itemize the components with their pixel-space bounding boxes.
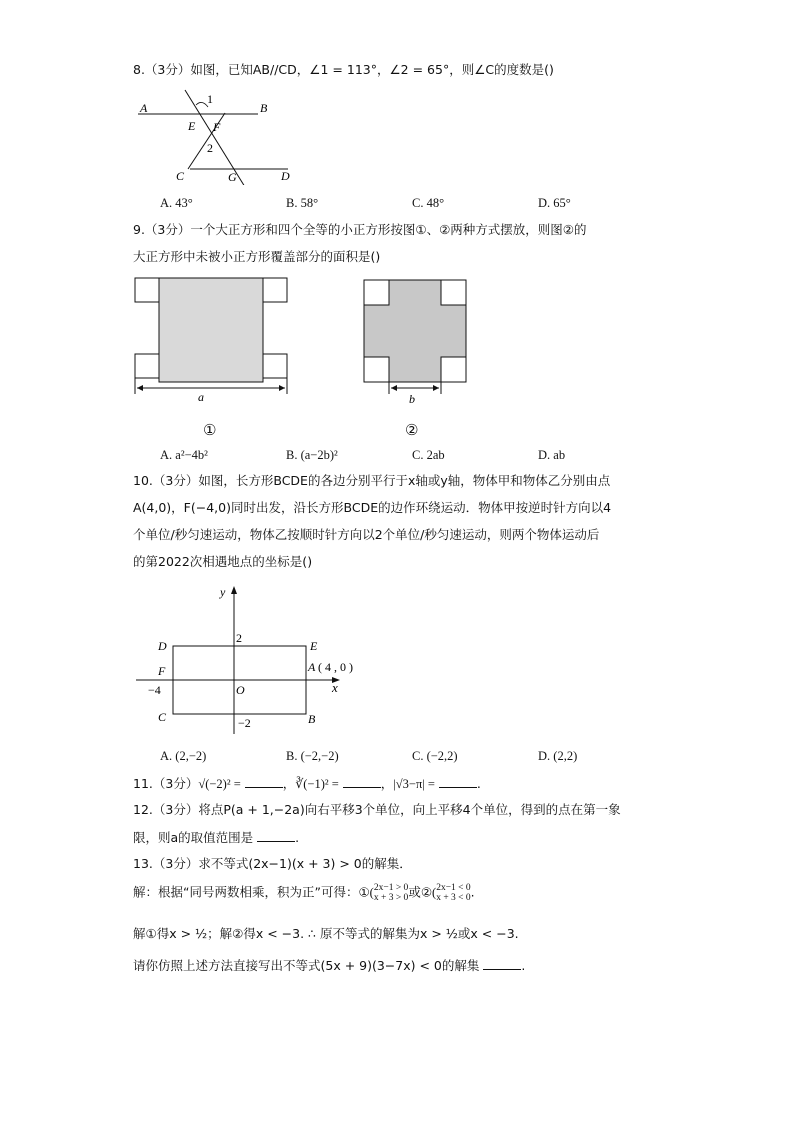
q9-stem-line1: 9.（3分）一个大正方形和四个全等的小正方形按图①、②两种方式摆放，则图②的: [133, 222, 587, 237]
q12-line2: 限，则a的取值范围是: [133, 830, 254, 845]
big-square-1: [159, 278, 263, 382]
q13-stem: 13.（3分）求不等式(2x−1)(x + 3) > 0的解集．: [133, 856, 412, 871]
q13-system-2: 2x−1 < 0 x + 3 < 0: [436, 883, 471, 903]
label-a: A: [140, 101, 148, 115]
q10-stem-line3: 个单位/秒匀速运动，物体乙按顺时针方向以2个单位/秒匀速运动，则两个物体运动后: [133, 527, 600, 542]
q12-blank[interactable]: [257, 829, 295, 842]
q13-sol-prefix: 解：根据“同号两数相乘，积为正”可得：①: [133, 884, 370, 900]
q10-option-c[interactable]: C. (−2,2): [412, 749, 458, 763]
q13-solution-line2: 解①得x > ½；解②得x < −3. ∴ 原不等式的解集为x > ½或x < −3.: [133, 926, 519, 941]
label-2: 2: [236, 631, 242, 645]
q8-option-b[interactable]: B. 58°: [286, 196, 319, 210]
small-square-bl: [135, 354, 159, 378]
q13-line3: 请你仿照上述方法直接写出不等式(5x + 9)(3−7x) < 0的解集: [133, 958, 480, 973]
q9-option-b[interactable]: B. (a−2b)²: [286, 448, 338, 462]
label-1: 1: [207, 92, 213, 106]
q10-option-d[interactable]: D. (2,2): [538, 749, 578, 763]
label-d: D: [158, 639, 167, 653]
small-square-tl: [135, 278, 159, 302]
q11-expr2: ∛(−1)² =: [295, 777, 339, 791]
q10-stem-line4: 的第2022次相遇地点的坐标是(): [133, 554, 313, 569]
q11-line: 11.（3分）√(−2)² = ，∛(−1)² = ，|√3−π| = .: [133, 776, 481, 791]
small-square-tr: [263, 278, 287, 302]
q9-option-d[interactable]: D. ab: [538, 448, 566, 462]
q10-stem-line1: 10.（3分）如图，长方形BCDE的各边分别平行于x轴或y轴，物体甲和物体乙分别由点: [133, 473, 611, 488]
label-f: F: [213, 120, 221, 134]
q11-expr1: √(−2)² =: [198, 777, 241, 791]
label-b: B: [308, 712, 316, 726]
q13-blank[interactable]: [483, 957, 521, 970]
q8-figure: [130, 85, 300, 185]
label-c: C: [158, 710, 167, 724]
q8-option-c[interactable]: C. 48°: [412, 196, 445, 210]
q10-figure: [130, 580, 370, 740]
fig2-caption: ②: [405, 421, 419, 439]
q9-option-a[interactable]: A. a²−4b²: [160, 448, 208, 462]
label-a-coord: ( 4 , 0 ): [318, 660, 353, 674]
label-2: 2: [207, 141, 213, 155]
q11-blank3[interactable]: [439, 775, 477, 788]
q11-prefix: 11.（3分）: [133, 776, 199, 791]
q9-option-c[interactable]: C. 2ab: [412, 448, 445, 462]
q10-option-a[interactable]: A. (2,−2): [160, 749, 207, 763]
q13-or: 或②: [408, 884, 433, 900]
label-x: x: [332, 680, 338, 695]
q10-stem-line2: A(4,0)，F(−4,0)同时出发，沿长方形BCDE的边作环绕运动．物体甲按逆时针方向以4: [133, 500, 612, 515]
small-square-tl: [364, 280, 389, 305]
q11-blank1[interactable]: [245, 775, 283, 788]
label-o: O: [236, 683, 245, 697]
q12-line1: 12.（3分）将点P(a + 1,−2a)向右平移3个单位，向上平移4个单位，得到的点在第一象: [133, 802, 621, 817]
label-f: F: [158, 664, 166, 678]
q8-stem: 8.（3分）如图，已知AB//CD，∠1 = 113°，∠2 = 65°，则∠C的度数是(): [133, 62, 554, 77]
label-y: y: [220, 585, 226, 599]
label-e: E: [310, 639, 318, 653]
small-square-br: [263, 354, 287, 378]
label-b: b: [409, 392, 415, 406]
label-e: E: [188, 119, 196, 133]
q12-line2-wrap: 限，则a的取值范围是 .: [133, 830, 300, 845]
label-neg4: −4: [148, 683, 161, 697]
label-a: A: [308, 660, 316, 674]
q8-option-d[interactable]: D. 65°: [538, 196, 571, 210]
label-b: B: [260, 101, 268, 115]
q13-system-1: 2x−1 > 0 x + 3 > 0: [373, 883, 409, 903]
q9-stem-line2: 大正方形中未被小正方形覆盖部分的面积是(): [133, 249, 381, 264]
q8-option-a[interactable]: A. 43°: [160, 196, 193, 210]
q13-solution-line1: 解：根据“同号两数相乘，积为正”可得：①(2x−1 > 0 x + 3 > 0或②(2x−1 < 0 x + 3 < 0.: [133, 883, 475, 903]
small-square-br: [441, 357, 466, 382]
small-square-tr: [441, 280, 466, 305]
small-square-bl: [364, 357, 389, 382]
fig1-caption: ①: [203, 421, 217, 439]
q13-line3-wrap: 请你仿照上述方法直接写出不等式(5x + 9)(3−7x) < 0的解集 .: [133, 958, 526, 973]
q11-blank2[interactable]: [343, 775, 381, 788]
q11-expr3: |√3−π| =: [393, 777, 435, 791]
label-neg2: −2: [238, 716, 251, 730]
q9-figure-2: [360, 276, 475, 411]
label-g: G: [228, 170, 237, 184]
label-d: D: [281, 169, 290, 183]
label-a: a: [198, 390, 204, 404]
q9-figure-1: [130, 272, 295, 407]
label-c: C: [176, 169, 185, 183]
q10-option-b[interactable]: B. (−2,−2): [286, 749, 339, 763]
